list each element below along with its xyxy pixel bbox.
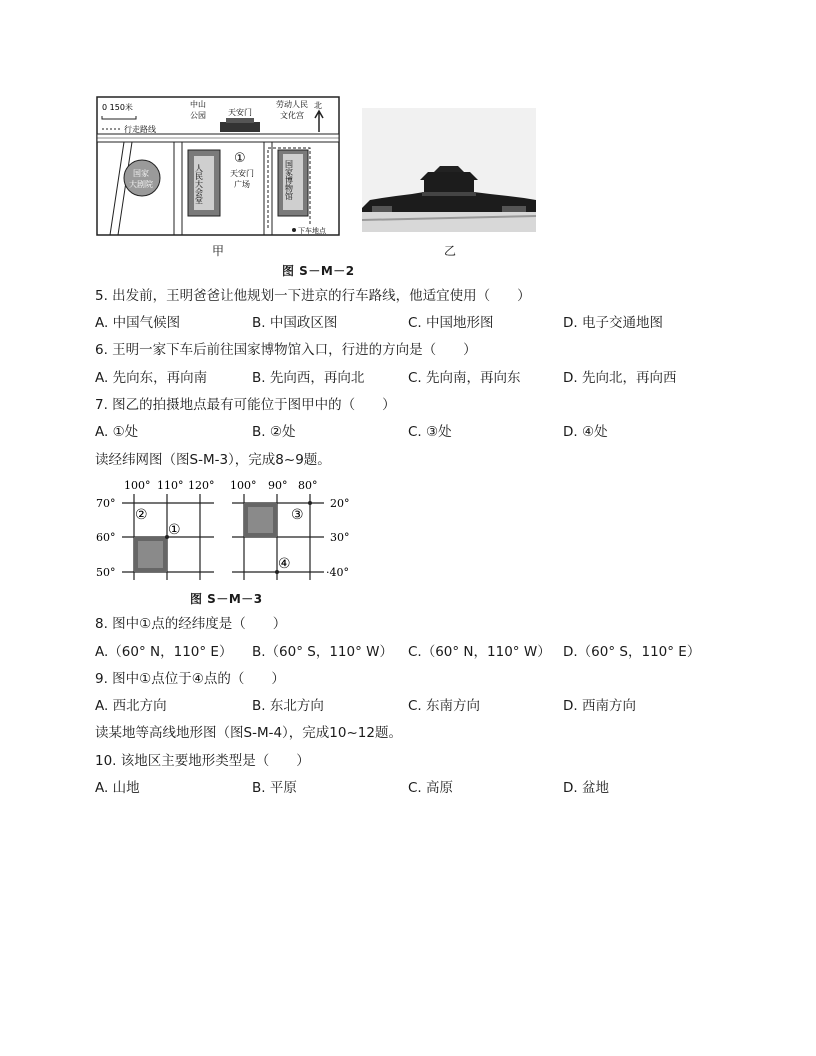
q9-option-a[interactable]: A. 西北方向 xyxy=(95,698,167,714)
q7-option-a[interactable]: A. ①处 xyxy=(95,424,139,440)
grid-left-side-50: 50° xyxy=(96,566,116,579)
zhongshan-park-label-1: 中山 xyxy=(190,100,206,109)
q6-option-d[interactable]: D. 先向北，再向西 xyxy=(563,370,677,386)
grid-left-top-110: 110° xyxy=(157,479,184,492)
grid-left-marker-1: ① xyxy=(168,522,181,538)
route-legend-label: 行走路线 xyxy=(124,125,156,134)
q6-option-a[interactable]: A. 先向东，再向南 xyxy=(95,370,208,386)
dropoff-point xyxy=(292,228,296,232)
q10-option-d[interactable]: D. 盆地 xyxy=(563,780,609,796)
grid-left-top-100: 100° xyxy=(124,479,151,492)
question-9: 9. 图中①点位于④点的（ ） xyxy=(95,671,285,687)
question-10: 10. 该地区主要地形类型是（ ） xyxy=(95,753,310,769)
q10-option-c[interactable]: C. 高原 xyxy=(408,780,454,796)
great-hall-label: 人民大会堂 xyxy=(194,164,204,204)
grid-left-side-70: 70° xyxy=(96,497,116,510)
question-5: 5. 出发前，王明爸爸让他规划一下进京的行车路线，他适宜使用（ ） xyxy=(95,288,531,304)
q9-option-c[interactable]: C. 东南方向 xyxy=(408,698,481,714)
q5-option-c[interactable]: C. 中国地形图 xyxy=(408,315,494,331)
label-jia: 甲 xyxy=(212,244,225,258)
intro-8-9: 读经纬网图（图S-M-3），完成8~9题。 xyxy=(95,452,331,468)
scale-label: 0 150米 xyxy=(102,103,133,112)
label-yi: 乙 xyxy=(444,244,457,258)
tiananmen-label: 天安门 xyxy=(228,108,252,117)
q6-option-b[interactable]: B. 先向西，再向北 xyxy=(252,370,365,386)
q10-option-a[interactable]: A. 山地 xyxy=(95,780,140,796)
square-label-1: 天安门 xyxy=(230,169,254,178)
q5-option-d[interactable]: D. 电子交通地图 xyxy=(563,315,663,331)
theater-label-1: 国家 xyxy=(133,169,149,178)
q8-option-a[interactable]: A.（60° N，110° E） xyxy=(95,644,233,660)
q5-option-a[interactable]: A. 中国气候图 xyxy=(95,315,181,331)
q8-option-b[interactable]: B.（60° S，110° W） xyxy=(252,644,393,660)
culture-palace-label-1: 劳动人民 xyxy=(276,100,308,109)
museum-label: 国家博物馆 xyxy=(284,160,294,200)
north-label: 北 xyxy=(314,101,322,110)
question-8: 8. 图中①点的经纬度是（ ） xyxy=(95,616,287,632)
q7-option-b[interactable]: B. ②处 xyxy=(252,424,296,440)
grid-left-marker-2: ② xyxy=(135,507,148,523)
q6-option-c[interactable]: C. 先向南，再向东 xyxy=(408,370,521,386)
grid-right-side-20: 20° xyxy=(330,497,350,510)
map-jia xyxy=(96,96,340,236)
zhongshan-park-label-2: 公园 xyxy=(190,111,206,120)
theater-label-2: 大剧院 xyxy=(129,180,153,189)
grid-right xyxy=(226,474,360,582)
q5-option-b[interactable]: B. 中国政区图 xyxy=(252,315,338,331)
grid-right-top-100: 100° xyxy=(230,479,257,492)
q9-option-b[interactable]: B. 东北方向 xyxy=(252,698,324,714)
grid-left-side-60: 60° xyxy=(96,531,116,544)
q9-option-d[interactable]: D. 西南方向 xyxy=(563,698,636,714)
figure-s-m-2-caption: 图 S－M－2 xyxy=(282,264,355,278)
q7-option-c[interactable]: C. ③处 xyxy=(408,424,452,440)
q8-option-d[interactable]: D.（60° S，110° E） xyxy=(563,644,701,660)
question-7: 7. 图乙的拍摄地点最有可能位于图甲中的（ ） xyxy=(95,397,396,413)
grid-left-top-120: 120° xyxy=(188,479,215,492)
national-theater xyxy=(124,160,160,196)
grid-right-side-40: ·40° xyxy=(326,566,349,579)
grid-right-top-80: 80° xyxy=(298,479,318,492)
q8-option-c[interactable]: C.（60° N，110° W） xyxy=(408,644,551,660)
q10-option-b[interactable]: B. 平原 xyxy=(252,780,297,796)
question-6: 6. 王明一家下车后前往国家博物馆入口，行进的方向是（ ） xyxy=(95,342,477,358)
grid-right-top-90: 90° xyxy=(268,479,288,492)
q7-option-d[interactable]: D. ④处 xyxy=(563,424,608,440)
grid-right-marker-4: ④ xyxy=(278,556,291,572)
figure-s-m-3-caption: 图 S－M－3 xyxy=(190,592,263,606)
culture-palace-label-2: 文化宫 xyxy=(280,111,304,120)
square-label-2: 广场 xyxy=(234,180,250,189)
intro-10-12: 读某地等高线地形图（图S-M-4），完成10~12题。 xyxy=(95,725,402,741)
photo-yi xyxy=(362,108,536,232)
tiananmen-gate-icon xyxy=(220,122,260,132)
grid-right-marker-3: ③ xyxy=(291,507,304,523)
marker-1: ① xyxy=(234,151,246,166)
grid-left xyxy=(92,474,218,582)
dropoff-label: 下车地点 xyxy=(298,227,326,235)
grid-right-side-30: 30° xyxy=(330,531,350,544)
